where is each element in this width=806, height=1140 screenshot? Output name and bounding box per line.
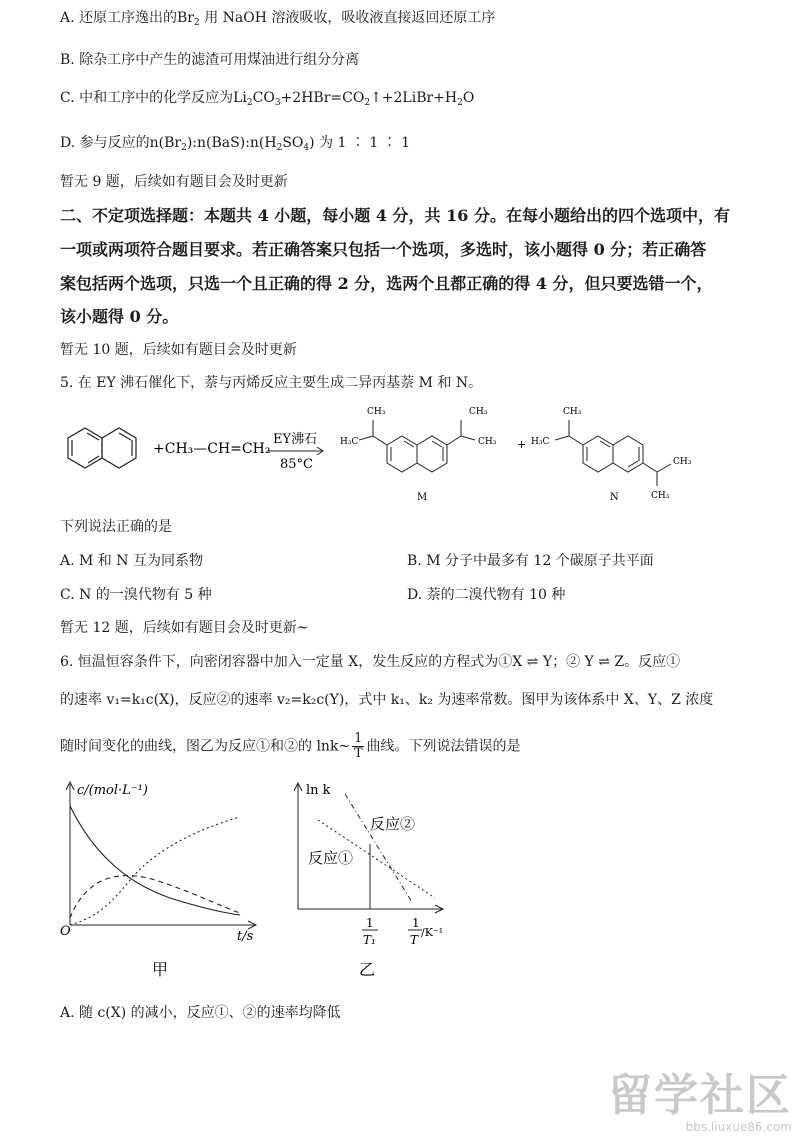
q6-line1: 6. 恒温恒容条件下，向密闭容器中加入一定量 X，发生反应的方程式为①X ⇌ Y；② Y ⇌ Z。反应① <box>60 654 681 670</box>
jia-y-label: c/(mol·L⁻¹) <box>77 783 148 798</box>
propene-reagent: +CH₃—CH=CH₂ <box>153 441 271 457</box>
section2-line1: 二、不定项选择题：本题共 4 小题，每小题 4 分，共 16 分。在每小题给出的四个选项中，有 <box>60 206 730 225</box>
naphthalene-structure <box>68 428 136 468</box>
svg-text:CH₃: CH₃ <box>651 491 670 501</box>
figure-jia <box>55 772 275 982</box>
q5-option-b: B. M 分子中最多有 12 个碳原子共平面 <box>407 553 654 569</box>
svg-text:1: 1 <box>412 916 420 930</box>
notice-9: 暂无 9 题，后续如有题目会及时更新 <box>60 174 288 190</box>
product-n-structure <box>555 420 671 486</box>
jia-curve-x <box>70 806 240 915</box>
figure-yi <box>290 772 460 982</box>
yi-caption: 乙 <box>359 960 376 979</box>
svg-text:CH₃: CH₃ <box>367 407 386 417</box>
q5-option-a: A. M 和 N 互为同系物 <box>60 553 203 569</box>
svg-text:1: 1 <box>366 916 374 930</box>
watermark: 留学社区 bbs.liuxue86.com <box>608 1070 792 1134</box>
svg-text:+: + <box>517 438 527 451</box>
section2-line2: 一项或两项符合题目要求。若正确答案只包括一个选项，多选时，该小题得 0 分；若正确答 <box>60 240 707 259</box>
option-c-q4: C. 中和工序中的化学反应为$Li_2CO_3+2HBr=CO_2↑+2LiBr+H_2O$ <box>60 90 475 108</box>
product-m-structure <box>359 420 475 472</box>
svg-text:H₃C: H₃C <box>531 437 550 447</box>
q5-option-d: D. 萘的二溴代物有 10 种 <box>407 587 566 603</box>
q5-prompt: 下列说法正确的是 <box>60 519 172 535</box>
jia-origin: O <box>60 924 71 939</box>
option-d-q4: D. 参与反应的$n(Br_2):n(BaS):n(H_2SO_4)$ 为 1 ∶ 1 ∶ 1 <box>60 135 411 153</box>
notice-12: 暂无 12 题，后续如有题目会及时更新~ <box>60 620 309 636</box>
yi-label-r2: 反应② <box>370 815 416 833</box>
jia-curve-z <box>70 817 240 925</box>
q5-stem: 5. 在 EY 沸石催化下，萘与丙烯反应主要生成二异丙基萘 M 和 N。 <box>60 375 483 391</box>
yi-x-label: T <box>410 933 419 947</box>
svg-text:CH₃: CH₃ <box>469 407 488 417</box>
q5-option-c: C. N 的一溴代物有 5 种 <box>60 587 212 603</box>
section2-line3: 案包括两个选项，只选一个且正确的得 2 分，选两个且都正确的得 4 分，但只要选错一个， <box>60 274 713 293</box>
yi-line-r2 <box>345 794 412 902</box>
label-m: M <box>417 492 428 503</box>
option-a-q4: A. 还原工序逸出的$Br_2$ 用 NaOH 溶液吸收，吸收液直接返回还原工序 <box>60 10 496 28</box>
svg-text:CH₃: CH₃ <box>673 457 692 467</box>
jia-curve-y <box>70 876 240 918</box>
notice-10: 暂无 10 题，后续如有题目会及时更新 <box>60 342 297 358</box>
option-b-q4: B. 除杂工序中产生的滤渣可用煤油进行组分分离 <box>60 52 360 68</box>
label-n: N <box>610 492 619 503</box>
temperature-label: 85°C <box>280 457 313 472</box>
section2-line4: 该小题得 0 分。 <box>60 307 179 326</box>
yi-y-label: ln k <box>306 783 331 798</box>
svg-text:/K⁻¹: /K⁻¹ <box>421 926 444 939</box>
q6-line3: 随时间变化的曲线，图乙为反应①和②的 lnk~ $\frac{1}{T}$ 曲线。下列说法错误的是 <box>60 731 521 761</box>
yi-t1-label: T₁ <box>363 933 376 947</box>
jia-caption: 甲 <box>152 960 169 979</box>
svg-text:CH₃: CH₃ <box>563 407 582 417</box>
svg-text:H₃C: H₃C <box>340 437 359 447</box>
catalyst-label: EY沸石 <box>273 432 318 447</box>
q6-option-a: A. 随 c(X) 的减小，反应①、②的速率均降低 <box>60 1005 341 1021</box>
fraction-1-over-t: $\frac{1}{T}$ <box>353 731 363 761</box>
q5-reaction-scheme <box>55 398 695 508</box>
svg-text:CH₃: CH₃ <box>478 437 497 447</box>
yi-label-r1: 反应① <box>308 849 354 867</box>
jia-x-label: t/s <box>237 929 254 944</box>
q6-line2: 的速率 v₁=k₁c(X)，反应②的速率 v₂=k₂c(Y)，式中 k₁、k₂ 为速率常数。图甲为该体系中 X、Y、Z 浓度 <box>60 692 714 708</box>
